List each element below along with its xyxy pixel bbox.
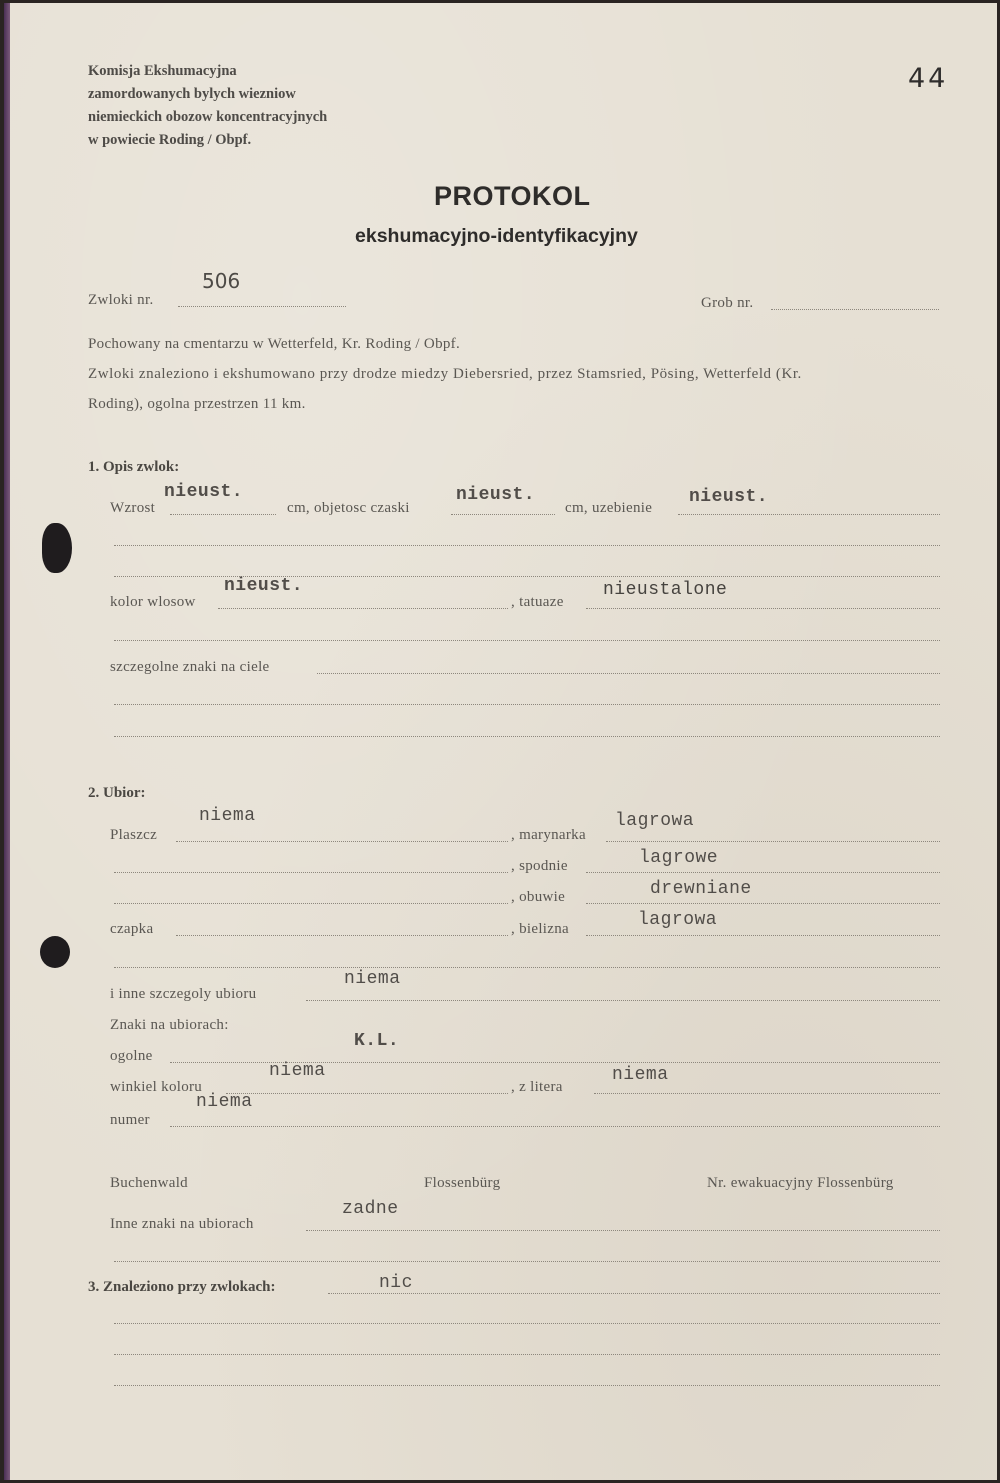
header-line-3: niemieckich obozow koncentracyjnych: [88, 109, 328, 125]
coat-label: Plaszcz: [110, 827, 158, 843]
body-number-value: 506: [202, 269, 241, 293]
blank-line: [114, 1323, 940, 1324]
blank-line: [114, 1354, 940, 1355]
shoes-line: [586, 903, 940, 904]
jacket-label: , marynarka: [511, 827, 586, 843]
shoes-value: drewniane: [650, 879, 752, 899]
grave-number-label: Grob nr.: [701, 295, 754, 311]
other-details-line: [306, 1000, 940, 1001]
blank-line: [114, 1261, 940, 1262]
triangle-value: niema: [269, 1061, 326, 1081]
number-label: numer: [110, 1112, 150, 1128]
hair-value: nieust.: [224, 576, 304, 596]
blank-line: [114, 736, 940, 737]
letter-value: niema: [612, 1065, 669, 1085]
blank-line: [114, 704, 940, 705]
skull-line: [451, 514, 555, 515]
body-marks-line: [317, 673, 940, 674]
height-value: nieust.: [164, 482, 244, 502]
other-details-label: i inne szczegoly ubioru: [110, 986, 257, 1002]
blank-line: [114, 872, 508, 873]
coat-line: [176, 841, 508, 842]
grave-number-line: [771, 309, 939, 310]
height-line: [170, 514, 276, 515]
other-details-value: niema: [344, 969, 401, 989]
section1-heading: 1. Opis zwlok:: [88, 459, 180, 475]
teeth-label: cm, uzebienie: [565, 500, 653, 516]
document-title: PROTOKOL: [434, 181, 591, 211]
section3-heading: 3. Znaleziono przy zwlokach:: [88, 1279, 276, 1295]
buchenwald-label: Buchenwald: [110, 1175, 188, 1191]
other-marks-value: zadne: [342, 1199, 399, 1219]
underwear-value: lagrowa: [638, 910, 718, 930]
jacket-value: lagrowa: [615, 811, 695, 831]
general-value: K.L.: [354, 1031, 400, 1051]
section2-heading: 2. Ubior:: [88, 785, 146, 801]
found-text-1: Zwloki znaleziono i ekshumowano przy drodze miedzy Diebersried, przez Stamsried, Pösing, Wetterfeld (Kr.: [88, 366, 802, 382]
coat-value: niema: [199, 806, 256, 826]
blank-line: [114, 967, 940, 968]
found-text-2: Roding), ogolna przestrzen 11 km.: [88, 396, 306, 412]
trousers-line: [586, 872, 940, 873]
header-line-2: zamordowanych bylych wiezniow: [88, 86, 296, 102]
found-items-value: nic: [379, 1273, 413, 1293]
found-items-line: [328, 1293, 940, 1294]
underwear-line: [586, 935, 940, 936]
height-label: Wzrost: [110, 500, 156, 516]
skull-label: cm, objetosc czaski: [287, 500, 410, 516]
cap-label: czapka: [110, 921, 154, 937]
header-line-1: Komisja Ekshumacyjna: [88, 63, 237, 79]
jacket-line: [606, 841, 940, 842]
punch-hole-bottom: [40, 936, 70, 968]
binding-edge: [4, 3, 10, 1480]
triangle-label: winkiel koloru: [110, 1079, 203, 1095]
cap-line: [176, 935, 508, 936]
trousers-label: , spodnie: [511, 858, 568, 874]
body-marks-label: szczegolne znaki na ciele: [110, 659, 270, 675]
hair-label: kolor wlosow: [110, 594, 196, 610]
blank-line: [114, 1385, 940, 1386]
triangle-line: [226, 1093, 508, 1094]
trousers-value: lagrowe: [639, 848, 719, 868]
commission-header: [88, 60, 327, 152]
other-marks-label: Inne znaki na ubiorach: [110, 1216, 254, 1232]
teeth-value: nieust.: [689, 487, 769, 507]
body-number-line: [178, 306, 346, 307]
flossenburg-label: Flossenbürg: [424, 1175, 501, 1191]
number-line: [170, 1126, 940, 1127]
tattoo-label: , tatuaze: [511, 594, 564, 610]
general-label: ogolne: [110, 1048, 153, 1064]
other-marks-line: [306, 1230, 940, 1231]
letter-label: , z litera: [511, 1079, 563, 1095]
letter-line: [594, 1093, 940, 1094]
buried-text: Pochowany na cmentarzu w Wetterfeld, Kr. Roding / Obpf.: [88, 336, 461, 352]
document-subtitle: ekshumacyjno-identyfikacyjny: [355, 225, 638, 247]
blank-line: [114, 903, 508, 904]
tattoo-line: [586, 608, 940, 609]
skull-value: nieust.: [456, 485, 536, 505]
shoes-label: , obuwie: [511, 889, 566, 905]
blank-line: [114, 640, 940, 641]
evacuation-number-label: Nr. ewakuacyjny Flossenbürg: [707, 1175, 894, 1191]
teeth-line: [678, 514, 940, 515]
tattoo-value: nieustalone: [603, 580, 728, 600]
document-sheet: [4, 3, 997, 1480]
header-line-4: w powiecie Roding / Obpf.: [88, 132, 252, 148]
punch-hole-top: [42, 523, 72, 573]
number-value: niema: [196, 1092, 253, 1112]
underwear-label: , bielizna: [511, 921, 569, 937]
page-number: 44: [908, 63, 949, 94]
blank-line: [114, 545, 940, 546]
body-number-label: Zwloki nr.: [88, 292, 154, 308]
hair-line: [218, 608, 508, 609]
clothing-marks-label: Znaki na ubiorach:: [110, 1017, 229, 1033]
